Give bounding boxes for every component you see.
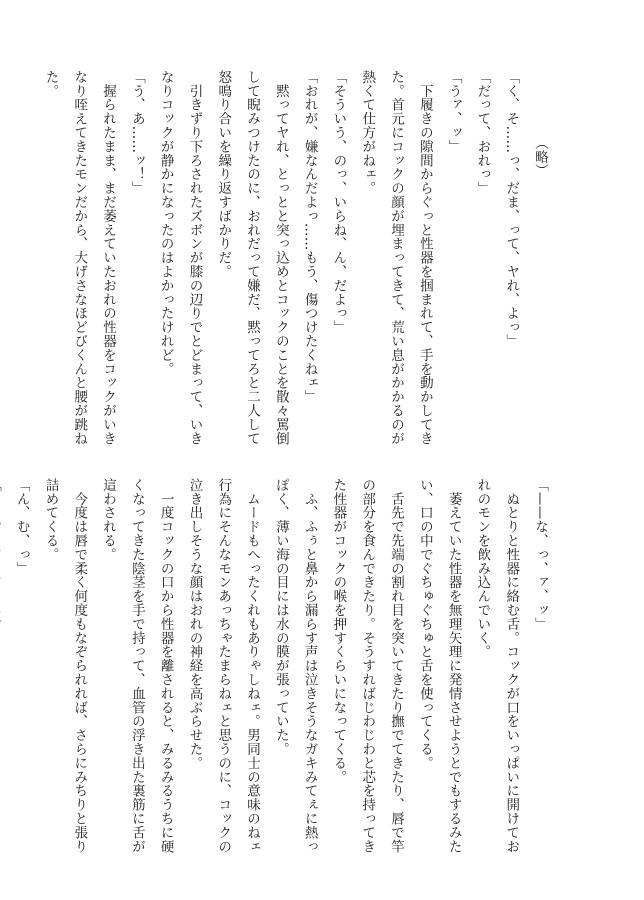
text-line: 「だって、おれっ」 — [474, 70, 491, 196]
text-line: 下履きの隙間からぐっと性器を掴まれて、手を動かしてき — [416, 70, 433, 446]
text-line: 一度コックの口から性器を離されると、みるみるうちに硬 — [157, 478, 174, 854]
text-line: 熱くて仕方がねェ。 — [359, 70, 376, 196]
lower-text-block — [13, 478, 554, 854]
text-line: い、口の中でぐちゅぐちゅと舌を使ってくる。 — [416, 478, 433, 770]
text-line: 今度は唇で柔く何度もなぞられれば、さらにみちりと張り — [71, 478, 88, 854]
text-line: 怒鳴り合いを繰り返すばかりだ。 — [215, 70, 232, 279]
text-line: して睨みつけたのに、おれだって嫌だ、黙ってろと二人して — [244, 70, 261, 446]
text-line: れのモンを飲み込んでいく。 — [474, 478, 491, 659]
text-line: 「うァ、ッ」 — [445, 70, 462, 154]
text-line — [0, 478, 7, 838]
text-line: の部分を食んできたり。そうすればじわじわと芯を持ってき — [359, 478, 376, 854]
text-line: 舌先で先端の割れ目を突いてきたり撫でてきたり、唇で竿 — [388, 478, 405, 854]
text-line: た。 — [42, 70, 59, 98]
text-line: 萎えていた性器を無理矢理に発情させようとでもするみた — [445, 478, 462, 854]
text-line: なり咥えてきたモンだから、大げさなほどびくんと腰が跳ね — [71, 70, 88, 446]
text-line: 「——な、っ、ァ、ッ」 — [532, 478, 548, 631]
text-line: ふ、ふぅと鼻から漏らす声は泣きそうなガキみてぇに熱っ — [301, 478, 318, 854]
text-line: 引きずり下ろされたズボンが膝の辺りでとどまって、いき — [186, 70, 203, 446]
text-line: くなってきた陰茎を手で持って、血管の浮き出た裏筋に舌が — [128, 478, 145, 854]
text-line: 行為にそんなモンあっちゃたまらねェと思うのに、コックの — [215, 478, 232, 854]
text-line: ぽく、薄い海の目には水の膜が張っていた。 — [272, 478, 289, 756]
text-line: ムードもへったくれもありゃしねェ。男同士の意味のねェ — [244, 478, 261, 854]
text-line: 「おれが、嫌なんだよっ……もう、傷つけたくねェ」 — [301, 70, 318, 404]
text-line: 「う、あ……ッ！」 — [128, 70, 145, 196]
text-line: ぬとりと性器に絡む舌。コックが口をいっぱいに開けてお — [503, 478, 520, 854]
text-line: 詰めてくる。 — [42, 478, 59, 562]
text-line: 泣き出しそうな顔はおれの神経を高ぶらせた。 — [186, 478, 203, 770]
text-line: 「く、そ……っ、だま、って、ヤれ、よっ」 — [503, 70, 520, 348]
text-line: 「そういう、のっ、いらね、ん、だよっ」 — [330, 70, 347, 335]
text-line: た性器がコックの喉を押すくらいになってくる。 — [330, 478, 347, 784]
upper-text-block — [42, 70, 554, 446]
text-line: なりコックが静かになったのはよかったけれど。 — [157, 70, 174, 376]
text-line: 這わされる。 — [100, 478, 117, 562]
text-line: 握られたまま、まだ萎えていたおれの性器をコックがいき — [100, 70, 117, 446]
text-line: た。首元にコックの顔が埋まってきて、荒い息がかかるのが — [388, 70, 405, 446]
section-omitted-heading: （略） — [532, 136, 548, 178]
text-line: 黙ってヤれ、とっとと突っ込めとコックのことを散々罵倒 — [272, 70, 289, 446]
text-line: 「ん、む、っ」 — [13, 478, 30, 576]
